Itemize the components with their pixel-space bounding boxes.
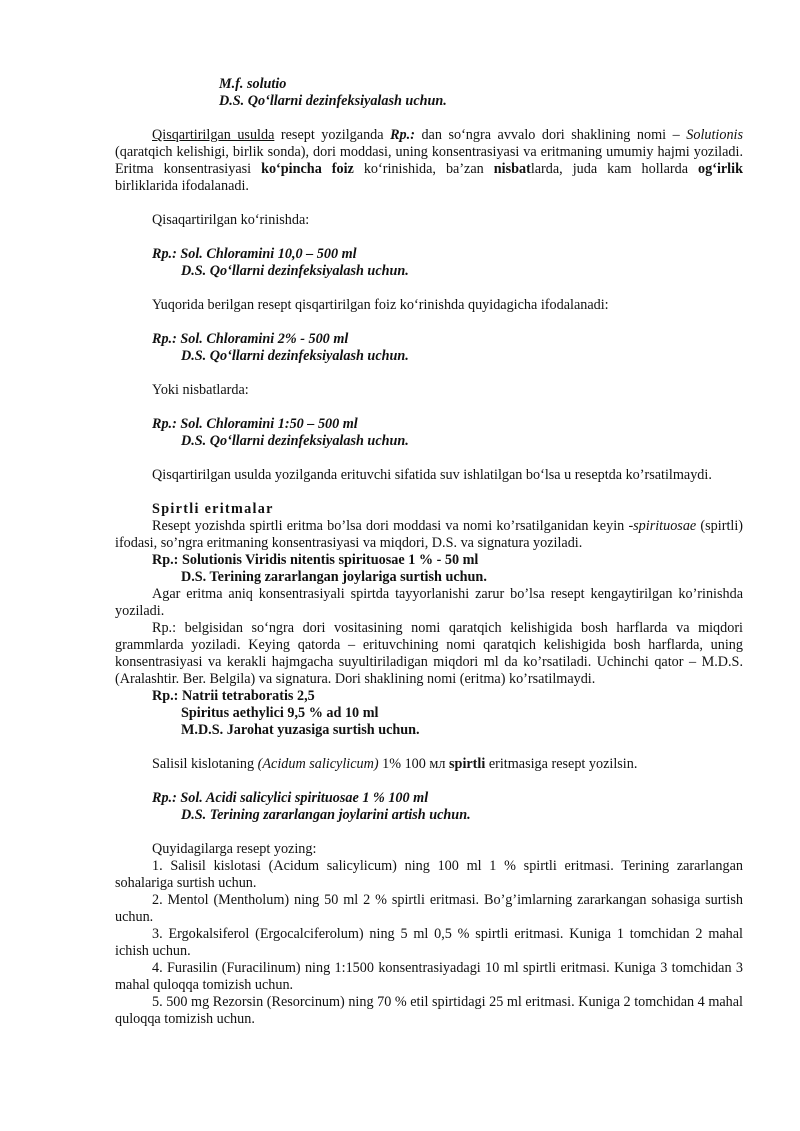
exercise-item: 4. Furasilin (Furacilinum) ning 1:1500 konsentrasiyadagi 10 ml spirtli eritmasi. Kuniga 3 tomchidan 3 mahal quloqqa tomizish uchun. [115, 960, 743, 993]
recipe-2-line1: Rp.: Sol. Chloramini 2% - 500 ml [152, 331, 349, 347]
recipe-6-line1: Rp.: Sol. Acidi salicylici spirituosae 1 % 100 ml [152, 790, 429, 806]
ratio-label: Yoki nisbatlarda: [152, 382, 249, 398]
task-line: Salisil kislotaning (Acidum salicylicum) 1% 100 мл spirtli eritmasiga resept yozilsin. [152, 756, 638, 772]
recipe-1-line2: D.S. Qo‘llarni dezinfeksiyalash uchun. [181, 263, 409, 279]
exercises-label: Quyidagilarga resept yozing: [152, 841, 317, 857]
recipe-2-line2: D.S. Qo‘llarni dezinfeksiyalash uchun. [181, 348, 409, 364]
top-block-line1: M.f. solutio [219, 76, 287, 92]
recipe-3-line2: D.S. Qo‘llarni dezinfeksiyalash uchun. [181, 433, 409, 449]
exercise-item: 5. 500 mg Rezorsin (Resorcinum) ning 70 % etil spirtidagi 25 ml eritmasi. Kuniga 2 tomchidan 4 mahal quloqqa tomizish uchun. [115, 994, 743, 1027]
short-form-label: Qisaqartirilgan ko‘rinishda: [152, 212, 310, 228]
paragraph-short-form: Qisqartirilgan usulda resept yozilganda Rp.: dan so‘ngra avvalo dori shaklining nomi – Solutionis (qaratqich kelishigi, birlik sonda), dori moddasi, uning konsentrasiyasi va eritmaning umumiy hajmi yoziladi. Eritma konsentrasiyasi ko‘pincha foiz ko‘rinishida, ba’zan nisbatlarda, juda kam hollarda og‘irlik birliklarida ifodalanadi. [115, 127, 744, 194]
recipe-5-line3: M.D.S. Jarohat yuzasiga surtish uchun. [181, 722, 420, 738]
exercise-item: 2. Mentol (Mentholum) ning 50 ml 2 % spirtli eritmasi. Bo’g’imlarning zararkangan sohasiga surtish uchun. [115, 892, 743, 925]
paragraph-rules: Rp.: belgisidan so‘ngra dori vositasining nomi qaratqich kelishigida bosh harflarda va miqdori grammlarda yoziladi. Keying qatorda – erituvchining nomi qaratqich kelishigida bosh harflarda, uning konsentrasiyasi va kerakli hajmgacha suyultiriladigan miqdori ml da ko’rsatiladi. Uchinchi qator – M.D.S. (Aralashtir. Ber. Belgila) va signatura. Dori shaklining nomi (eritma) ko’rsatilmaydi. [115, 620, 743, 687]
percent-label: Yuqorida berilgan resept qisqartirilgan foiz ko‘rinishda quyidagicha ifodalanadi: [152, 297, 609, 313]
recipe-6-line2: D.S. Terining zararlangan joylarini artish uchun. [181, 807, 471, 823]
paragraph-extended: Agar eritma aniq konsentrasiyali spirtda tayyorlanishi zarur bo’lsa resept kengaytirilgan ko’rinishda yoziladi. [115, 586, 743, 619]
recipe-4-line2: D.S. Terining zararlangan joylariga surtish uchun. [181, 569, 487, 585]
exercise-item: 1. Salisil kislotasi (Acidum salicylicum) ning 100 ml 1 % spirtli eritmasi. Terining zararlangan sohalariga surtish uchun. [115, 858, 743, 891]
water-note: Qisqartirilgan usulda yozilganda erituvchi sifatida suv ishlatilgan bo‘lsa u reseptda ko’rsatilmaydi. [152, 467, 712, 483]
recipe-4-line1: Rp.: Solutionis Viridis nitentis spirituosae 1 % - 50 ml [152, 552, 479, 568]
exercise-item: 3. Ergokalsiferol (Ergocalciferolum) ning 5 ml 0,5 % spirtli eritmasi. Kuniga 1 tomchidan 2 mahal ichish uchun. [115, 926, 743, 959]
top-block-line2: D.S. Qo‘llarni dezinfeksiyalash uchun. [219, 93, 447, 109]
recipe-1-line1: Rp.: Sol. Chloramini 10,0 – 500 ml [152, 246, 357, 262]
recipe-3-line1: Rp.: Sol. Chloramini 1:50 – 500 ml [152, 416, 358, 432]
section-heading: Spirtli eritmalar [152, 501, 274, 517]
document-page [115, 76, 743, 1028]
paragraph-spirit: Resept yozishda spirtli eritma bo’lsa dori moddasi va nomi ko’rsatilganidan keyin -spirituosae (spirtli) ifodasi, so’ngra eritmaning konsentrasiyasi va miqdori, D.S. va signatura yoziladi. [115, 518, 743, 551]
recipe-5-line2: Spiritus aethylici 9,5 % ad 10 ml [181, 705, 379, 721]
recipe-5-line1: Rp.: Natrii tetraboratis 2,5 [152, 688, 315, 704]
